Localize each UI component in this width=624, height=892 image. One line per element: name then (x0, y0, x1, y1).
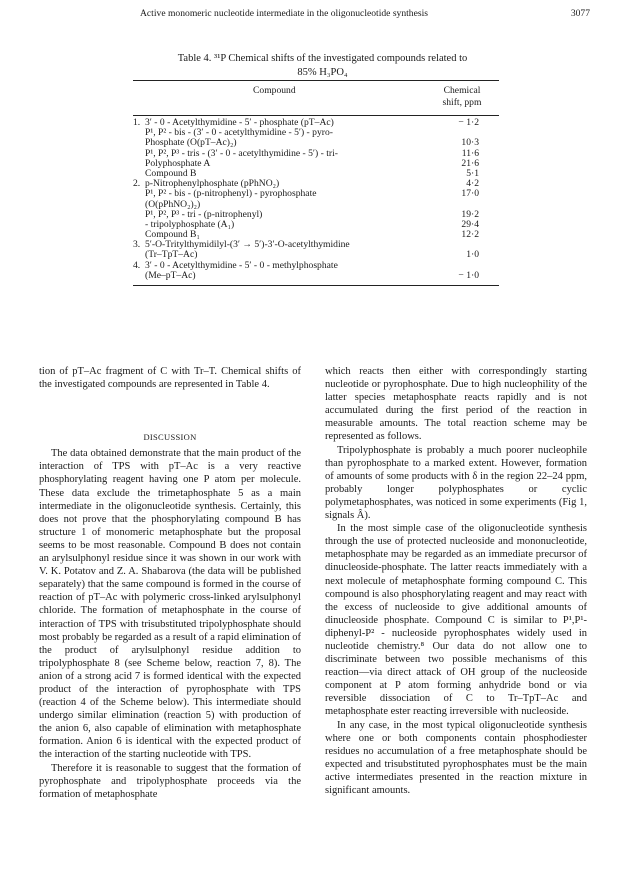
compound-name: Phosphate (O(pT–Ac)₂) (145, 137, 237, 149)
running-head-title: Active monomeric nucleotide intermediate in the oligonucleotide synthesis (140, 8, 428, 19)
shift-value: − 1·0 (458, 269, 479, 281)
header-shift-line-1: Chemical (443, 85, 481, 96)
compound-name: p-Nitrophenylphosphate (pPhNO₂) (145, 178, 280, 190)
compound-name: P¹, P², P³ - tris - (3′ - 0 - acetylthymidine - 5′) - tri- (145, 147, 338, 159)
header-shift (427, 85, 497, 109)
header-compound: Compound (253, 85, 296, 96)
paragraph: tion of pT–Ac fragment of C with Tr–T. Chemical shifts of the investigated compounds are represented in Table 4. (39, 366, 301, 391)
shift-value: − 1·2 (458, 117, 479, 128)
compound-name: (Me–pT–Ac) (145, 269, 196, 281)
table-body (133, 116, 499, 285)
compound-name: (O(pPhNO₂)₂) (145, 198, 201, 210)
shift-value: 19·2 (461, 208, 479, 220)
paragraph: which reacts then either with correspondingly starting nucleotide or pyrophosphate. Due to high nucleophility of the latter species metaphosphate reacts rapidly and is not accumulated during the first period of the reaction in measurable amounts. The total reaction scheme may be represented as follows. (325, 366, 587, 443)
compound-name: Compound B (145, 167, 197, 179)
shift-value: 17·0 (461, 188, 479, 200)
table-caption-line-1: Table 4. ³¹P Chemical shifts of the investigated compounds related to (177, 53, 468, 64)
header-shift-line-2: shift, ppm (442, 97, 482, 108)
shift-value: 12·2 (461, 229, 479, 241)
compound-name: (Tr–TpT–Ac) (145, 249, 198, 261)
paragraph: In any case, in the most typical oligonucleotide synthesis where one or both components contain phosphodiester residues no accumulation of a free metaphosphate should be expected and trisubstituted pyrophosphates must be the main active intermediates presented in the reaction mixture in significant amounts. (325, 719, 587, 796)
compound-name: 3′ - 0 - Acetylthymidine - 5′ - phosphate (pT–Ac) (145, 117, 334, 128)
paragraph: Tripolyphosphate is probably a much poorer nucleophile than pyrophosphate to a marked extent. However, formation of amounts of some products with δ in the region 22–24 ppm, probably longer polyphosphates or cyclic polymetaphosphates, was noticed in some experiments (Fig 1, signals Â). (325, 444, 587, 522)
right-column (325, 365, 587, 797)
chemical-shift-table (133, 80, 499, 286)
table-caption-line-2: 85% H₃PO₄ (297, 66, 348, 78)
shift-value: 10·3 (461, 137, 479, 149)
shift-value: 29·4 (461, 218, 479, 230)
shift-value: 4·2 (466, 178, 479, 190)
paragraph: Therefore it is reasonable to suggest that the formation of pyrophosphate and tripolyphosphate proceeds via the formation of metaphosphate (39, 762, 301, 800)
paragraph: The data obtained demonstrate that the main product of the interaction of TPS with pT–Ac is a very reactive phosphorylating reagent having one P atom per molecule. These data exclude the trimetaphosphate 5 as a main intermediate in the oligonucleotide synthesis. Certainly, this does not prove that the phosphorylating compound B has structure 1 of monomeric metaphosphate but the proposal seems to be most reasonable. Compound B does not contain an arylsulphonyl residue since it was shown in our work with V. K. Potatov and Z. A. Shabarova (the data will be published separately) that the same compound is formed in the course of reaction of pT–Ac with polymeric cross-linked arylsulphonyl chloride. The formation of metaphosphate in the course of interaction of TPS with trisubstituted tripolyphosphate should most probably be regarded as a result of a rapid elimination of the product of arylsulphonyl residue addition to tripolyphosphate 8 (see Scheme below, reaction 7, 8). The anion of a strong acid 7 is formed identical with the expected product of the interaction of pyrophosphate with TPS (reaction 4 of the Scheme below). This intermediate should undergo similar elimination (reaction 5) with production of the anion 6, also capable of elimination with metaphosphate formation. Anion 6 is identical with the expected product of the interaction of the starting nucleotide with TPS. (39, 448, 301, 761)
row-number: 2. (133, 178, 141, 190)
compound-name: Compound B₁ (145, 229, 200, 241)
row-number: 1. (133, 117, 141, 128)
left-column (39, 365, 301, 801)
running-head (140, 8, 590, 22)
section-heading: DISCUSSION (143, 432, 197, 443)
shift-value: 21·6 (461, 157, 479, 169)
table-row (133, 271, 499, 281)
compound-name: 5′-O-Tritylthymidilyl-(3′ → 5′)-3′-O-acetylthymidine (145, 239, 350, 251)
compound-name: P¹, P², P³ - tri - (p-nitrophenyl) (145, 208, 263, 220)
paragraph: In the most simple case of the oligonucleotide synthesis through the use of protected nucleoside and mononucleotide, metaphosphate may be regarded as an immediate precursor of dinucleoside-phosphate. The latter reacts immediately with a next molecule of metaphosphate forming compound C. This compound is also phosphorylating reagent and may react with the excess of nucleoside to give additional amounts of dinucleoside phosphate. Compound C is similar to P¹,P¹-diphenyl-P² - nucleoside pyrophosphates widely used in nucleotide chemistry.⁸ Our data do not allow one to discriminate between two possible mechanisms of this reaction—via direct attack of OH group of the nucleoside component at P atom forming anhydride bond or via reversible dissociation of C to Tr–TpT–Ac and metaphosphate ester reacting irreversible with nucleoside. (325, 523, 587, 718)
compound-name: - tripolyphosphate (A₁) (145, 218, 235, 230)
shift-value: 5·1 (466, 167, 479, 179)
row-number: 4. (133, 259, 141, 271)
table-header (133, 81, 499, 115)
shift-value: 1·0 (466, 249, 479, 261)
shift-value: 11·6 (461, 147, 479, 159)
table-bottom-rule (133, 285, 499, 286)
page-number: 3077 (570, 8, 590, 19)
row-number: 3. (133, 239, 141, 251)
compound-name: Polyphosphate A (145, 157, 211, 169)
compound-name: P¹, P² - bis - (p-nitrophenyl) - pyrophosphate (145, 188, 317, 200)
compound-name: P¹, P² - bis - (3′ - 0 - acetylthymidine - 5′) - pyro- (145, 127, 333, 139)
table-caption (140, 52, 505, 79)
table-row (133, 189, 499, 199)
compound-name: 3′ - 0 - Acetylthymidine - 5′ - 0 - methylphosphate (145, 259, 338, 271)
